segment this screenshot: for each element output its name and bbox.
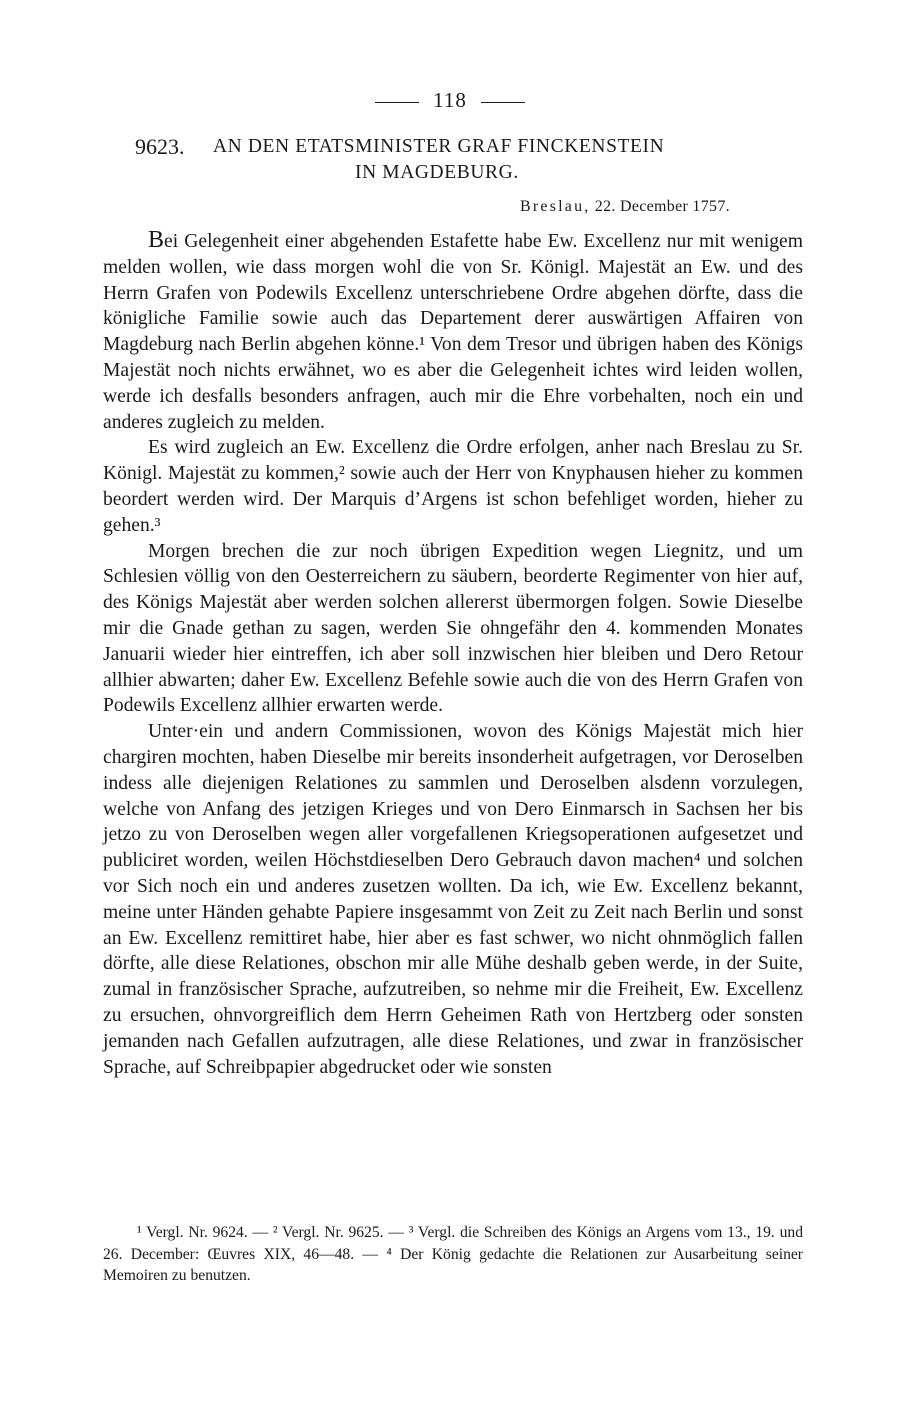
dateline-date: 22. December 1757. xyxy=(594,198,730,215)
paragraph-1: Bei Gelegenheit einer abgehenden Estafette habe Ew. Excellenz nur mit wenigem melden wollen, wie dass morgen wohl die von Sr. Königl. Majestät an Ew. und des Herrn Grafen von Podewils Excellenz unterschriebene Ordre abgehen dörfte, dass die königliche Familie sowie auch das Departement derer auswärtigen Affairen von Magdeburg nach Berlin abgehen könne.¹ Von dem Tresor und übrigen haben des Königs Majestät noch nichts erwähnet, wo es aber die Gelegenheit ichtes wird leiden wollen, werde ich desfalls besonders anfragen, auch mir die Ehre vorbehalten, noch ein und anderes zugleich zu melden. xyxy=(103,227,803,433)
document-number: 9623. xyxy=(135,134,185,159)
paragraph-3: Morgen brechen die zur noch übrigen Expedition wegen Liegnitz, und um Schlesien völlig von den Oesterreichern zu säubern, beorderte Regimenter von hier auf, des Königs Majestät aber werden solchen allererst übermorgen folgen. Sowie Dieselbe mir die Gnade gethan zu sagen, werden Sie ohngefähr den 4. kommenden Monates Januarii wieder hier eintreffen, ich aber soll inzwischen hier bleiben und Dero Retour allhier abwarten; daher Ew. Excellenz Befehle sowie auch die von des Herrn Grafen von Podewils Excellenz allhier erwarten werde. xyxy=(103,540,803,717)
footnote-text: ¹ Vergl. Nr. 9624. — ² Vergl. Nr. 9625. — ³ Vergl. die Schreiben des Königs an Argens vom 13., 19. und 26. December: Œuvres XIX, 46—48. — ⁴ Der König gedachte die Relationen zur Ausarbeitung seiner Memoiren zu benutzen. xyxy=(103,1224,803,1284)
title-line-2: IN MAGDEBURG. xyxy=(355,162,519,183)
paragraph-4: Unter·ein und andern Commissionen, wovon des Königs Majestät mich hier chargiren mochten, haben Dieselbe mir bereits insonderheit aufgetragen, vor Deroselben indess alle diejenigen Relationes zu sammlen und Deroselben alsdenn vorzulegen, welche von Anfang des jetzigen Krieges und von Dero Einmarsch in Sachsen her bis jetzo zu von Deroselben wegen aller vorgefallenen Kriegsoperationen aufgesetzet und publiciret worden, weilen Höchstdieselben Dero Gebrauch davon machen⁴ und solchen vor Sich noch ein und anderes zusetzen wollten. Da ich, wie Ew. Excellenz bekannt, meine unter Händen gehabte Papiere insgesammt von Zeit zu Zeit nach Berlin und sonst an Ew. Excellenz remittiret habe, hier aber es fast schwer, wo nicht ohnmöglich fallen dörfte, alle diese Relationes, obschon mir alle Mühe deshalb geben werde, in der Suite, zumal in französischer Sprache, aufzutreiben, so nehme mir die Freiheit, Ew. Excellenz zu ersuchen, ohnvorgreiflich dem Herrn Geheimen Rath von Hertzberg oder sonsten jemanden nach Gefallen aufzutragen, alle diese Relationes, und zwar in französischer Sprache, auf Schreibpapier abgedrucket oder wie sonsten xyxy=(103,721,803,1078)
paragraph-2: Es wird zugleich an Ew. Excellenz die Ordre erfolgen, anher nach Breslau zu Sr. Königl. Majestät zu kommen,² sowie auch der Herr von Knyphausen hieher zu kommen beordert werden wird. Der Marquis d’Argens ist schon befehliget worden, hieher zu gehen.³ xyxy=(103,437,803,536)
letter-body xyxy=(103,228,803,1080)
footnotes xyxy=(103,1222,803,1287)
page-number-header xyxy=(0,88,900,113)
page-number: 118 xyxy=(433,88,467,112)
rule-right xyxy=(481,102,525,103)
document-title xyxy=(213,134,773,186)
rule-left xyxy=(375,102,419,103)
dateline xyxy=(520,198,730,216)
title-line-1: AN DEN ETATSMINISTER GRAF FINCKENSTEIN xyxy=(213,136,665,157)
dateline-place: Breslau, xyxy=(520,198,591,215)
